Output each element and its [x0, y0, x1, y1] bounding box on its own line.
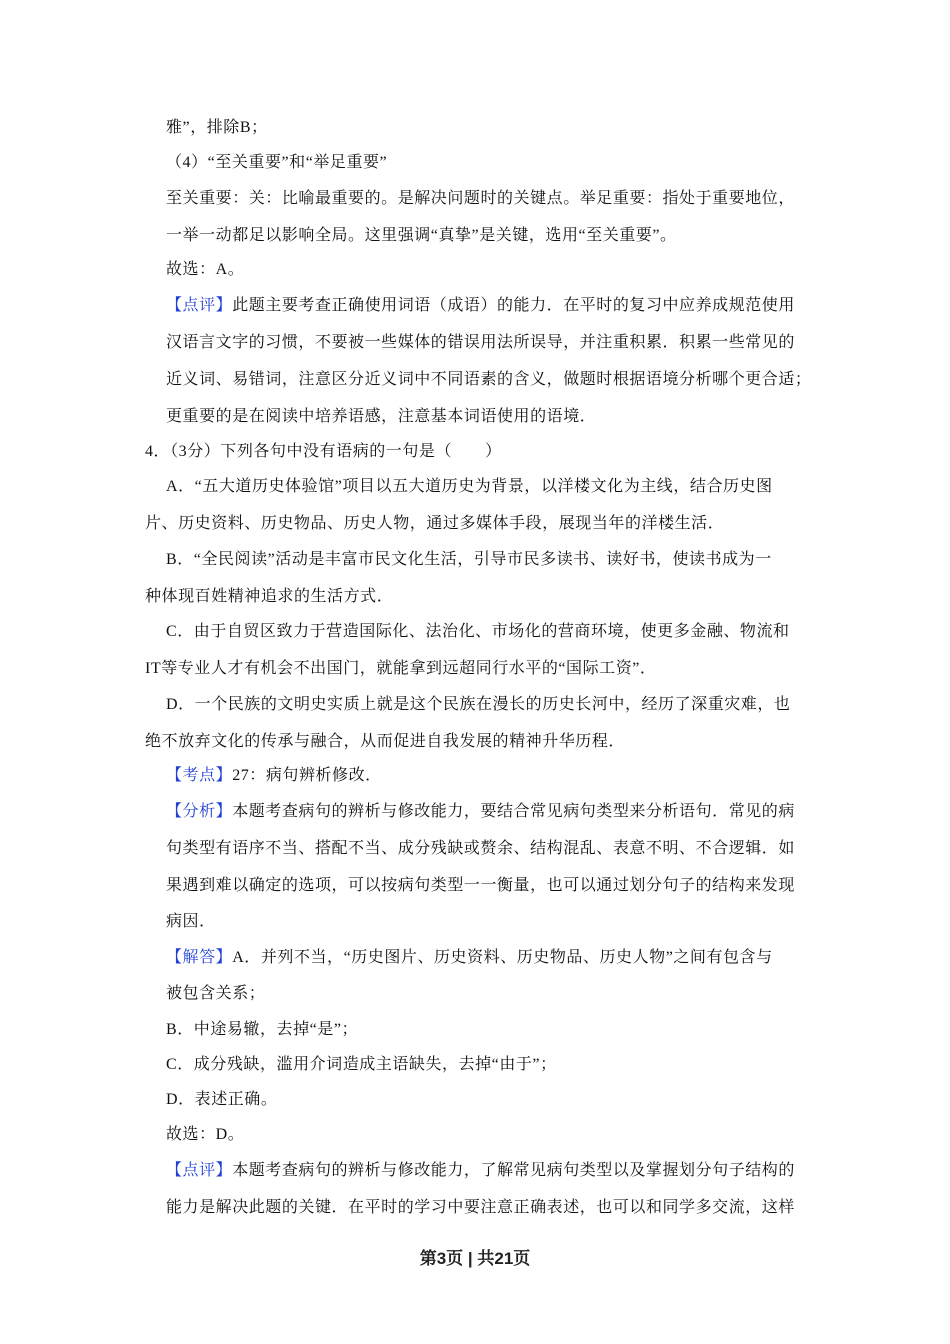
text-line: C．成分残缺，滥用介词造成主语缺失，去掉“由于”； — [166, 1056, 557, 1073]
answer-tag: 【解答】 — [166, 949, 233, 966]
text-line: 一举一动都足以影响全局。这里强调“真挚”是关键，选用“至关重要”。 — [166, 227, 677, 244]
text-line: 故选：A。 — [166, 261, 245, 278]
option-a: A．“五大道历史体验馆”项目以五大道历史为背景，以洋楼文化为主线，结合历史图 — [166, 478, 773, 495]
text-line: （4）“至关重要”和“举足重要” — [166, 154, 388, 171]
text-line: D．表述正确。 — [166, 1091, 278, 1108]
analysis-tag: 【分析】 — [166, 803, 233, 820]
text-line: 绝不放弃文化的传承与融合，从而促进自我发展的精神升华历程． — [145, 733, 625, 750]
text-line: 病因． — [166, 913, 216, 930]
text-line: 近义词、易错词，注意区分近义词中不同语素的含义，做题时根据语境分析哪个更合适； — [166, 371, 812, 388]
option-c: C．由于自贸区致力于营造国际化、法治化、市场化的营商环境，使更多金融、物流和 — [166, 623, 790, 640]
comment-paragraph — [166, 296, 795, 316]
text-line: 本题考查病句的辨析与修改能力，要结合常见病句类型来分析语句．常见的病 — [232, 803, 795, 820]
text-line: 片、历史资料、历史物品、历史人物，通过多媒体手段，展现当年的洋楼生活． — [145, 515, 725, 532]
text-line: 更重要的是在阅读中培养语感，注意基本词语使用的语境． — [166, 408, 597, 425]
text-line: 此题主要考查正确使用词语（成语）的能力．在平时的复习中应养成规范使用 — [232, 297, 795, 314]
text-line: 汉语言文字的习惯，不要被一些媒体的错误用法所误导，并注重积累．积累一些常见的 — [166, 334, 795, 351]
comment-paragraph — [166, 1161, 795, 1181]
text-line: 种体现百姓精神追求的生活方式． — [145, 588, 394, 605]
kaodian-paragraph — [166, 766, 382, 786]
text-line: 句类型有语序不当、搭配不当、成分残缺或赘余、结构混乱、表意不明、不合逻辑．如 — [166, 840, 795, 857]
comment-tag: 【点评】 — [166, 1162, 233, 1179]
option-b: B．“全民阅读”活动是丰富市民文化生活，引导市民多读书、读好书，使读书成为一 — [166, 551, 772, 568]
comment-tag: 【点评】 — [166, 297, 233, 314]
text-line: 本题考查病句的辨析与修改能力，了解常见病句类型以及掌握划分句子结构的 — [232, 1162, 795, 1179]
text-line: IT等专业人才有机会不出国门，就能拿到远超同行水平的“国际工资”． — [145, 660, 657, 677]
text-line: 能力是解决此题的关键．在平时的学习中要注意正确表述，也可以和同学多交流，这样 — [166, 1199, 795, 1216]
text-line: 27：病句辨析修改． — [232, 767, 382, 784]
text-line: B．中途易辙，去掉“是”； — [166, 1021, 359, 1038]
text-line: 至关重要：关：比喻最重要的。是解决问题时的关键点。举足重要：指处于重要地位， — [166, 190, 795, 207]
text-line: 雅”，排除B； — [166, 119, 268, 136]
text-line: 故选：D。 — [166, 1126, 245, 1143]
text-line: A．并列不当，“历史图片、历史资料、历史物品、历史人物”之间有包含与 — [232, 949, 773, 966]
question-title: 4．（3分）下列各句中没有语病的一句是（ ） — [145, 443, 502, 460]
answer-paragraph — [166, 948, 773, 968]
kaodian-tag: 【考点】 — [166, 767, 233, 784]
analysis-paragraph — [166, 802, 795, 822]
text-line: 被包含关系； — [166, 985, 266, 1002]
page-footer: 第3页 | 共21页 — [419, 1249, 531, 1268]
text-line: 果遇到难以确定的选项，可以按病句类型一一衡量，也可以通过划分句子的结构来发现 — [166, 877, 795, 894]
option-d: D．一个民族的文明史实质上就是这个民族在漫长的历史长河中，经历了深重灾难，也 — [166, 696, 791, 713]
